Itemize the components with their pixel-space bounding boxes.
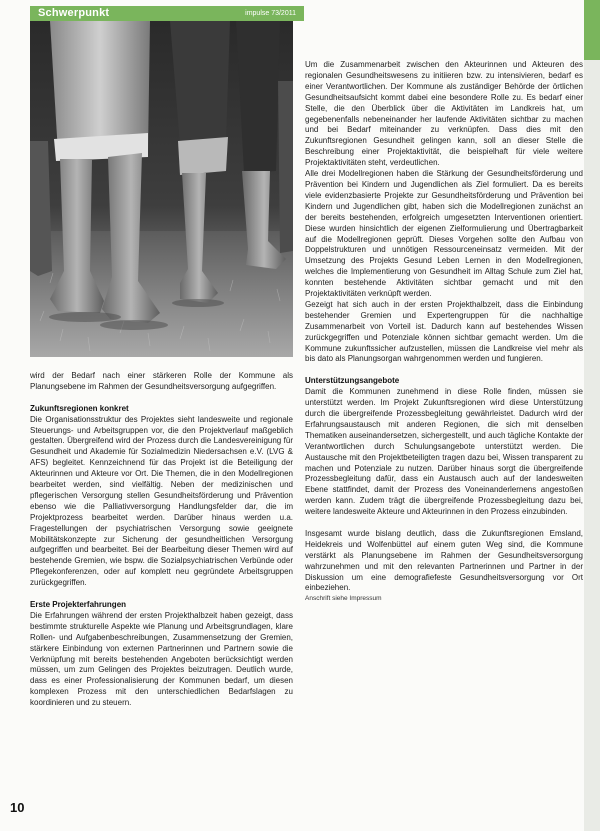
page-number: 10	[10, 800, 25, 815]
section-title: Schwerpunkt	[38, 7, 110, 19]
right-text-column	[305, 60, 583, 603]
heading-unterstuetzungsangebote: Unterstützungsangebote	[305, 376, 400, 386]
left-paragraph-1: wird der Bedarf nach einer stärkeren Rolle der Kommune als Planungsebene im Rahmen der Gesundheitsversorgung aufgegriffen.	[30, 371, 293, 391]
right-paragraph-2: Alle drei Modellregionen haben die Stärkung der Gesundheitsförderung und Prävention bei Kindern und Jugendlichen als Ziel formuliert. Da es bereits viele evidenzbasierte Projekte zur Gesundheitsförderung und Prävention bei Kindern und Jugendlichen gibt, haben sich die Modellregionen zunächst an der bereits bestehenden, erfolgreich umgesetzten Interventionen orientiert. Diese wurden hinsichtlich der eigenen Zielformulierung und Übertragbarkeit auf die Modellregionen geprüft. Dieses Vorgehen sollte den Aufbau von Doppelstrukturen und unnötigen Ressourceneinsatz vermeiden. Mit der Umsetzung des Projekts Gesund Leben Lernen in den Modellregionen, welches die Implementierung von Gesundheit im Alltag Schule zum Ziel hat, konnten bestehende Aktivitäten sichtbar gemacht und mit den Projektaktivitäten verknüpft werden.	[305, 169, 583, 299]
page-edge-strip	[584, 0, 600, 831]
right-paragraph-4: Damit die Kommunen zunehmend in diese Rolle finden, müssen sie unterstützt werden. Im Projekt Zukunftsregionen wird diese Unterstützung durch die übergreifende Prozessbegleitung gewährleistet. Dadurch wird der Erfahrungsaustausch mit anderen Regionen, die sich mit denselben Thematiken auseinandersetzen, sichergestellt, und auch tägliche Kontakte der Verantwortlichen durch Schulungsangebote unterstützt werden. Die Austausche mit den Projektbeteiligten tragen dazu bei, Wissen transparent zu machen und Potenziale zu nutzen. Darüber hinaus sorgt die übergreifende Prozessbegleitung dafür, dass ein Austausch auch auf der landesweiten Ebene stattfindet, damit der Prozess des Voneinanderlernens angestoßen werden kann. Zudem trägt die übergreifende Prozessbegleitung dazu bei, weitere landesweite Akteure und Akteurinnen in den Prozess einzubinden.	[305, 387, 583, 517]
left-paragraph-3: Die Erfahrungen während der ersten Projekthalbzeit haben gezeigt, dass bestimmte strukturelle Aspekte wie Planung und Arbeitsgrundlagen, klare Rollen- und Aufgabenbeschreibungen, Zusammensetzung der Gremien, stärkere Einbindung von externen Partnerinnen und Partnern sowie die Verknüpfung mit bereits bestehenden Angeboten berücksichtigt werden müssen, um zum Gelingen des Projektes beizutragen. Deutlich wurde, dass es einer Professionalisierung der Kommunen bedarf, um diesen komplexen Prozess mit den unterschiedlichen Bedarfslagen zu koordinieren und zu steuern.	[30, 610, 293, 708]
heading-erste-projekterfahrungen: Erste Projekterfahrungen	[30, 600, 127, 609]
right-paragraph-1: Um die Zusammenarbeit zwischen den Akteurinnen und Akteuren des regionalen Gesundheitswesens zu initiieren bzw. zu intensivieren, bedarf es einer Verantwortlichen. Der Kommune als zuständiger Behörde der örtlichen Gesundheitsaufsicht kommt dabei eine besondere Rolle zu. Es bedarf einer Stelle, die den Überblick über die Aktivitäten im Landkreis hat, um gegebenenfalls nebeneinander her laufende Aktivitäten sichtbar zu machen und bei Bedarf miteinander zu verknüpfen. Dass dies mit den Zukunftsregionen Gesundheit gelingen kann, soll an dieser Stelle die Beschreibung einer Projektaktivität, die beispielhaft für viele weitere Projektaktivitäten steht, verdeutlichen.	[305, 60, 583, 168]
children-bare-feet-photo	[30, 21, 293, 357]
section-header-bar	[30, 6, 304, 21]
address-note: Anschrift siehe Impressum	[305, 595, 382, 603]
right-paragraph-5: Insgesamt wurde bislang deutlich, dass die Zukunftsregionen Emsland, Heidekreis und Wolfenbüttel auf einem guten Weg sind, die Kommune verstärkt als Planungsebene im Rahmen der Gesundheitsversorgung wahrzunehmen und mit den relevanten Partnerinnen und Partner in der Diskussion um eine demografiefeste Gesundheitsversorgung vor Ort einbeziehen.	[305, 528, 583, 593]
left-paragraph-2: Die Organisationsstruktur des Projektes sieht landesweite und regionale Steuerungs- und Arbeitsgruppen vor, die den Projektverlauf maßgeblich gestalten. Übergreifend wird der Prozess durch die Landesvereinigung für Gesundheit und Akademie für Sozialmedizin Niedersachsen e.V. (LVG & AFS) begleitet. Kennzeichnend für das Projekt ist die Beteiligung der Akteurinnen und Akteure vor Ort. Die Themen, die in den Modellregionen bearbeitet werden, sind vielfältig. Neben der medizinischen und pflegerischen Versorgung stellen Gesundheitsförderung und Prävention ebenso wie die Palliativversorgung Handlungsfelder dar, die im Projektprozess bearbeitet werden. Darüber hinaus werden u.a. Fragestellungen der psychiatrischen Versorgung sowie geeignete Mobilitätskonzepte zur Sicherung der gesundheitlichen Versorgung aufgegriffen und bearbeitet. Bei der Bearbeitung dieser Themen wird auf bestehende Gremien, wie bspw. die Sozialpsychiatrischen Verbünde oder Pflegekonferenzen, oder auf komplett neu gegründete Arbeitsgruppen zurückgegriffen.	[30, 414, 293, 588]
issue-label: impulse 73/2011	[245, 10, 296, 17]
section-tab-marker	[584, 0, 600, 60]
left-text-column	[30, 371, 293, 709]
photo-illustration	[30, 21, 293, 357]
heading-zukunftsregionen-konkret: Zukunftsregionen konkret	[30, 403, 129, 413]
right-paragraph-3: Gezeigt hat sich auch in der ersten Projekthalbzeit, dass die Einbindung bestehender Gremien und Expertengruppen für die nachhaltige Zusammenarbeit von Vorteil ist. Dadurch kann auf bestehendes Wissen zurückgegriffen und Potenziale können sichtbar gemacht werden. Um die Kommune zukunftssicher aufzustellen, müssen die Landkreise viel mehr als bis dato als Planungsorgan wahrgenommen werden und fungieren.	[305, 299, 583, 364]
